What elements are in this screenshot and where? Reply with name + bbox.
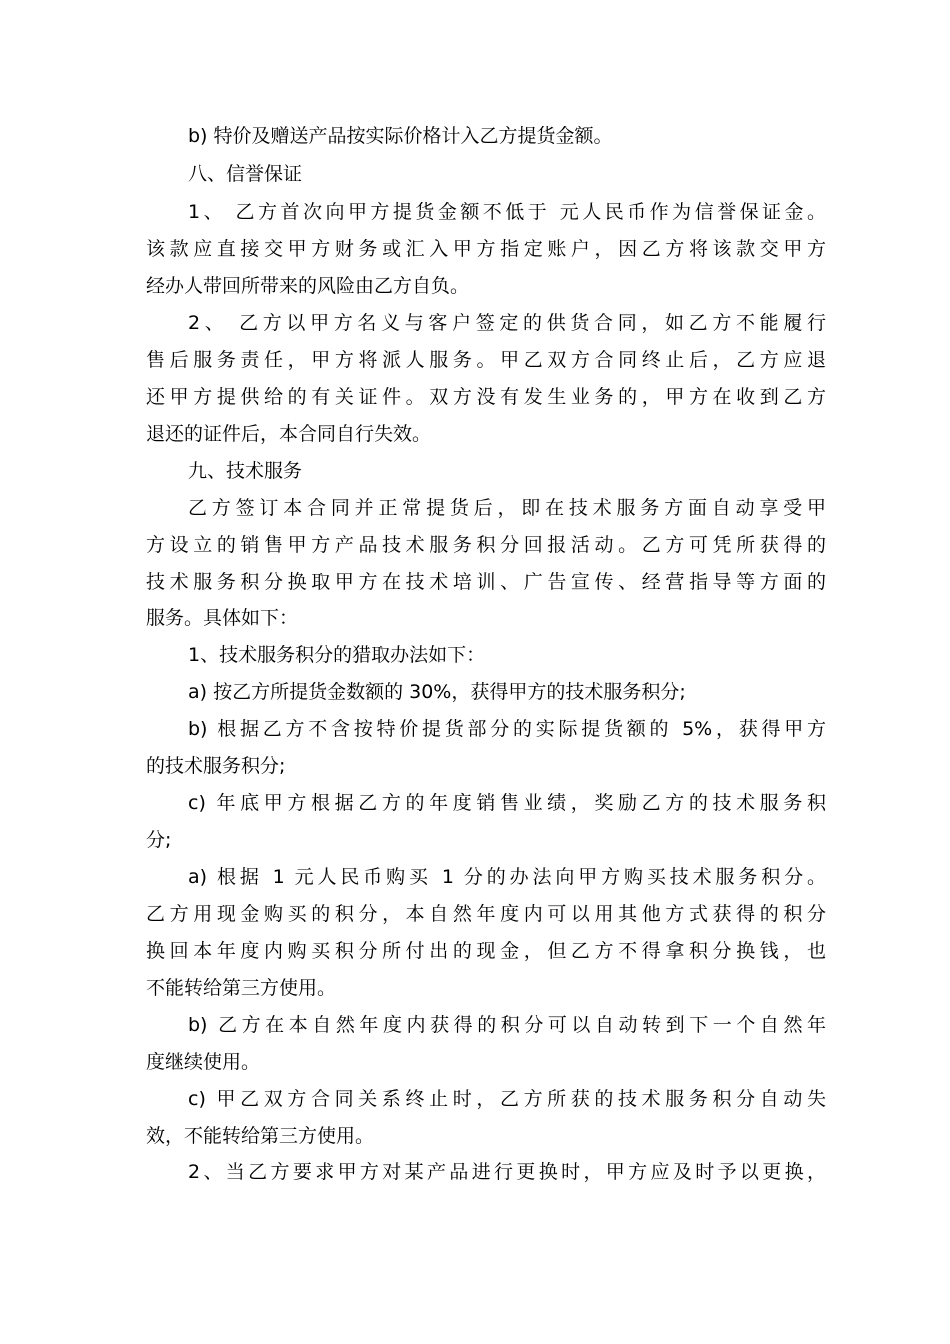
paragraph-line: 的技术服务积分; [146,755,286,777]
paragraph-line: 分; [146,829,172,851]
paragraph-line: a) 根据 1 元人民币购买 1 分的办法向甲方购买技术服务积分。 [188,866,826,888]
paragraph-line: 乙方用现金购买的积分，本自然年度内可以用其他方式获得的积分 [146,903,826,925]
paragraph-line: a) 按乙方所提货金数额的 30%，获得甲方的技术服务积分; [188,681,686,703]
paragraph-line: 效，不能转给第三方使用。 [146,1125,375,1147]
paragraph-line: 还甲方提供给的有关证件。双方没有发生业务的，甲方在收到乙方 [146,386,826,408]
paragraph-line: 1、技术服务积分的猎取办法如下： [188,644,486,666]
paragraph-line: 方设立的销售甲方产品技术服务积分回报活动。乙方可凭所获得的 [146,534,826,556]
paragraph-line: 该款应直接交甲方财务或汇入甲方指定账户，因乙方将该款交甲方 [146,238,826,260]
section-heading: 九、技术服务 [188,460,303,482]
paragraph-line: b) 乙方在本自然年度内获得的积分可以自动转到下一个自然年 [188,1014,826,1036]
paragraph-line: 退还的证件后，本合同自行失效。 [146,423,432,445]
paragraph-line: 2、当乙方要求甲方对某产品进行更换时，甲方应及时予以更换， [188,1161,826,1183]
paragraph-line: 技术服务积分换取甲方在技术培训、广告宣传、经营指导等方面的 [146,571,826,593]
paragraph-line: 1、 乙方首次向甲方提货金额不低于 元人民币作为信誉保证金。 [188,201,826,223]
paragraph-line: 换回本年度内购买积分所付出的现金，但乙方不得拿积分换钱，也 [146,940,826,962]
paragraph-line: 经办人带回所带来的风险由乙方自负。 [146,275,470,297]
paragraph-line: 服务。具体如下： [146,607,299,629]
paragraph-line: c) 甲乙双方合同关系终止时，乙方所获的技术服务积分自动失 [188,1088,826,1110]
paragraph-line: c) 年底甲方根据乙方的年度销售业绩，奖励乙方的技术服务积 [188,792,826,814]
paragraph-line: b) 特价及赠送产品按实际价格计入乙方提货金额。 [188,125,613,147]
paragraph-line: 售后服务责任，甲方将派人服务。甲乙双方合同终止后，乙方应退 [146,349,826,371]
paragraph-line: b) 根据乙方不含按特价提货部分的实际提货额的 5%，获得甲方 [188,718,826,740]
paragraph-line: 乙方签订本合同并正常提货后，即在技术服务方面自动享受甲 [188,497,826,519]
paragraph-line: 不能转给第三方使用。 [146,977,337,999]
section-heading: 八、信誉保证 [188,163,303,185]
paragraph-line: 度继续使用。 [146,1051,261,1073]
paragraph-line: 2、 乙方以甲方名义与客户签定的供货合同，如乙方不能履行 [188,312,826,334]
